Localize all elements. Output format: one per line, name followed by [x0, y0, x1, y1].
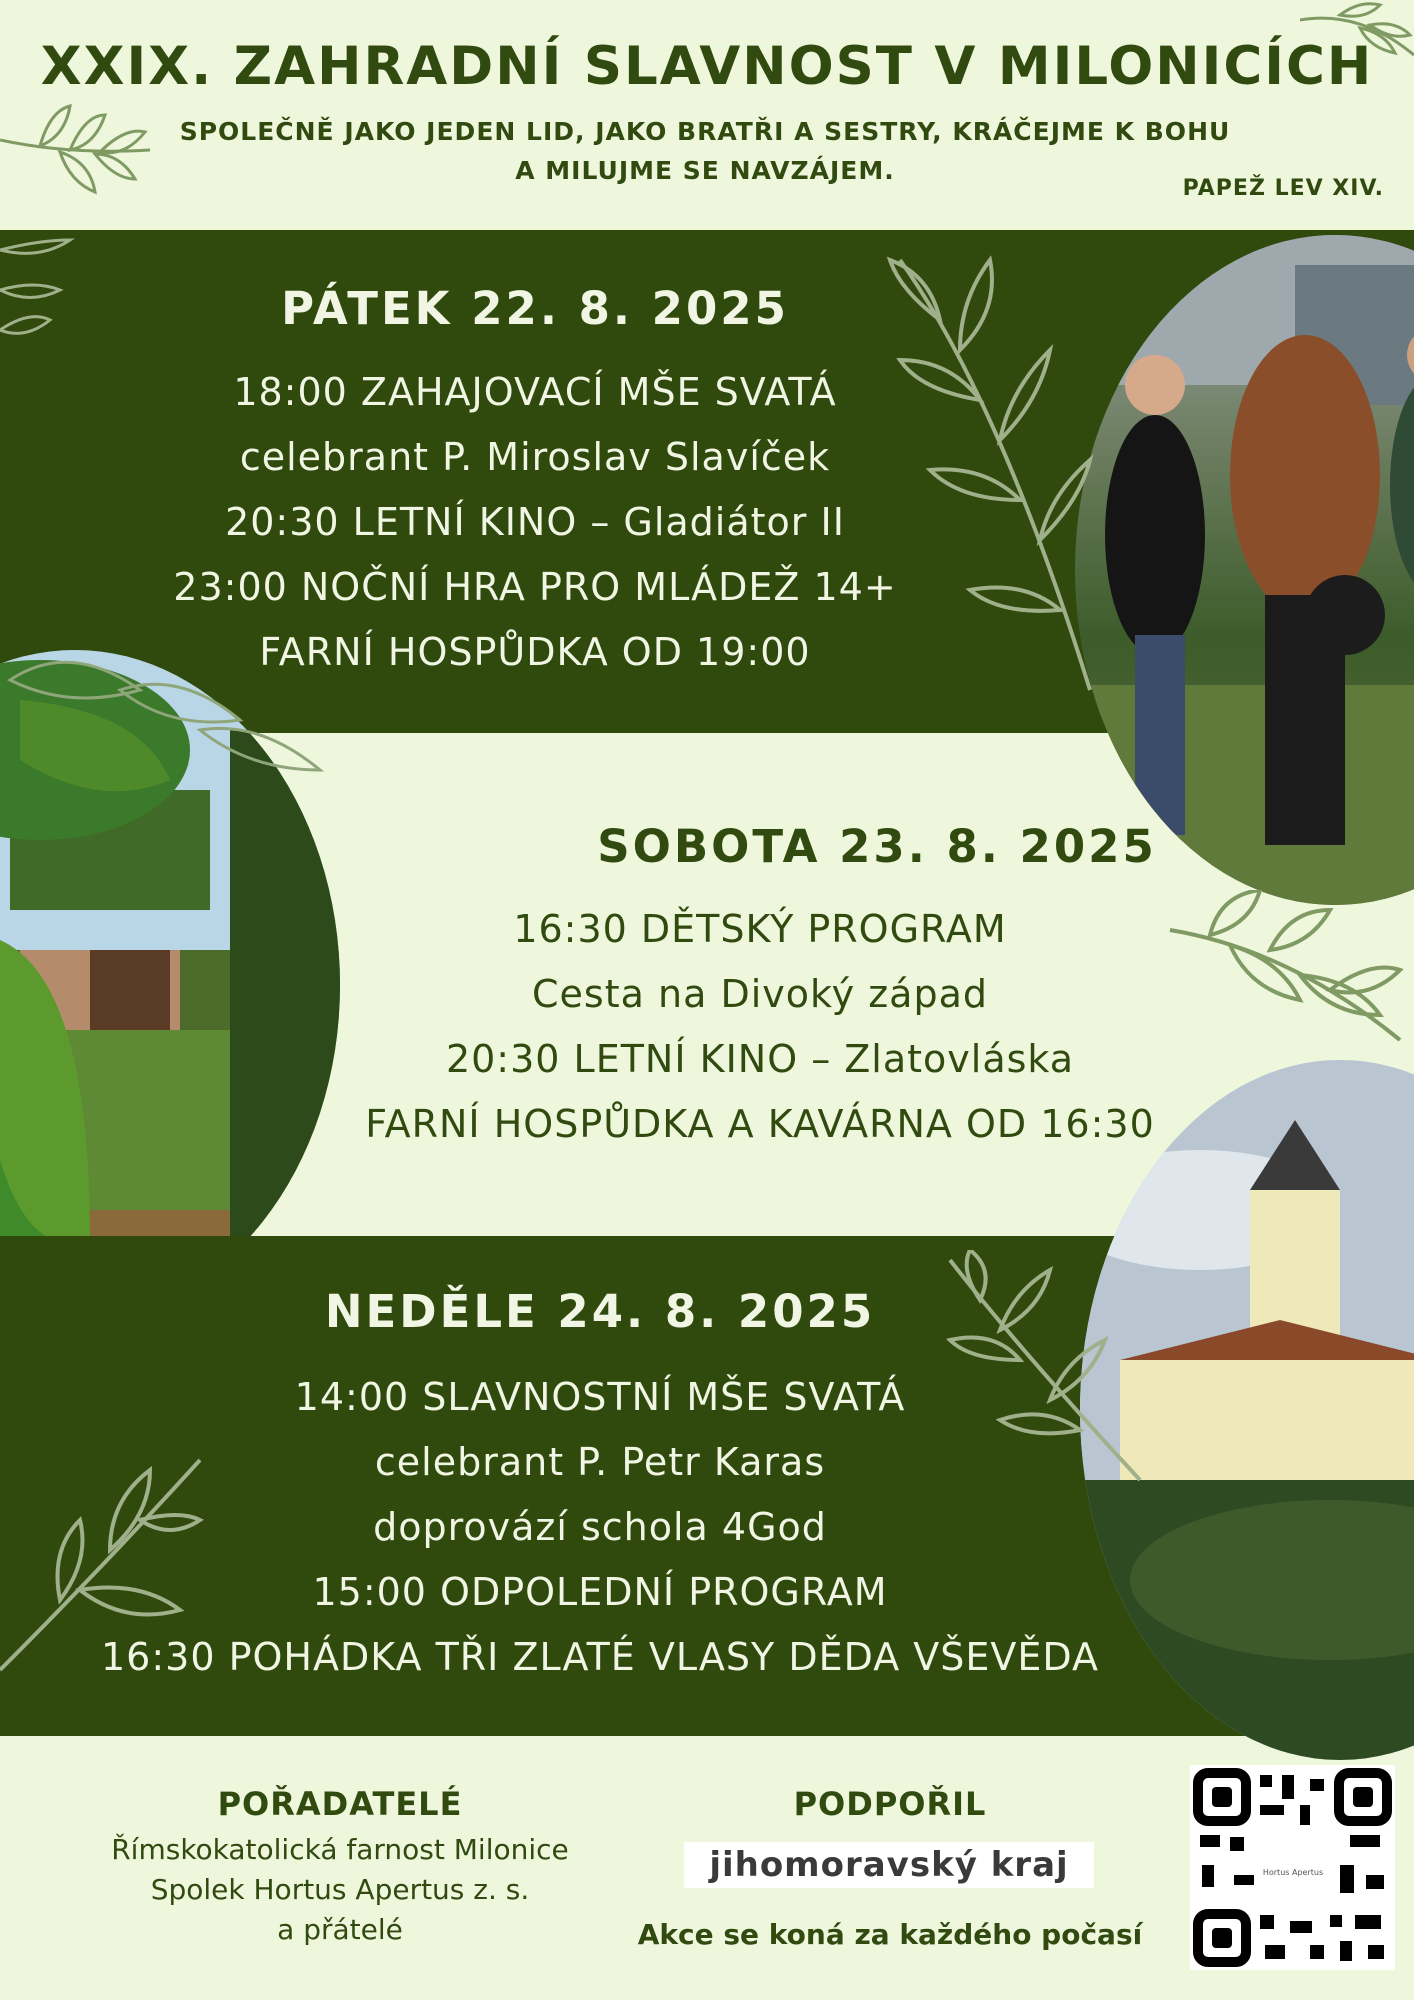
- program-line: 20:30 LETNÍ KINO – Zlatovláska: [445, 1037, 1075, 1081]
- quote-author: PAPEŽ LEV XIV.: [1182, 176, 1384, 201]
- program-line: 23:00 NOČNÍ HRA PRO MLÁDEŽ 14+: [173, 565, 897, 609]
- program-line: 16:30 POHÁDKA TŘI ZLATÉ VLASY DĚDA VŠEVĚDA: [101, 1635, 1099, 1679]
- organizer-name: a přátelé: [277, 1913, 403, 1946]
- organizer-name: Spolek Hortus Apertus z. s.: [150, 1873, 530, 1906]
- supported-title: PODPOŘIL: [793, 1785, 987, 1823]
- leaf-branch-icon: [0, 230, 80, 430]
- weather-note: Akce se koná za každého počasí: [637, 1918, 1143, 1951]
- saturday-title: SOBOTA 23. 8. 2025: [597, 820, 1157, 873]
- leaf-branch-icon: [940, 1250, 1160, 1490]
- program-line: celebrant P. Petr Karas: [374, 1440, 826, 1484]
- program-line: doprovází schola 4God: [373, 1505, 827, 1549]
- program-line: 14:00 SLAVNOSTNÍ MŠE SVATÁ: [294, 1375, 906, 1419]
- quote-line-2: A MILUJME SE NAVZÁJEM.: [515, 156, 895, 185]
- organizer-name: Římskokatolická farnost Milonice: [111, 1833, 569, 1866]
- sunday-title: NEDĚLE 24. 8. 2025: [324, 1285, 876, 1338]
- sponsor-logo: jihomoravský kraj: [684, 1842, 1094, 1888]
- program-line: 15:00 ODPOLEDNÍ PROGRAM: [312, 1570, 888, 1614]
- leaf-branch-icon: [0, 60, 160, 220]
- qr-code: [1190, 1765, 1395, 1970]
- quote-line-1: SPOLEČNĚ JAKO JEDEN LID, JAKO BRATŘI A SESTRY, KRÁČEJME K BOHU: [179, 117, 1231, 146]
- program-line: FARNÍ HOSPŮDKA A KAVÁRNA OD 16:30: [365, 1102, 1155, 1146]
- friday-title: PÁTEK 22. 8. 2025: [281, 282, 789, 335]
- program-line: FARNÍ HOSPŮDKA OD 19:00: [259, 630, 811, 674]
- qr-center-label: Hortus Apertus: [1262, 1868, 1324, 1877]
- saturday-program: [330, 897, 1190, 1157]
- leaf-branch-icon: [1160, 890, 1414, 1060]
- program-line: 16:30 DĚTSKÝ PROGRAM: [513, 907, 1007, 951]
- poster-title: XXIX. ZAHRADNÍ SLAVNOST V MILONICÍCH: [40, 36, 1374, 97]
- program-line: 20:30 LETNÍ KINO – Gladiátor II: [225, 500, 845, 544]
- program-line: Cesta na Divoký západ: [532, 972, 988, 1016]
- leaf-branch-icon: [0, 1440, 210, 1680]
- organizers-list: [40, 1830, 640, 1950]
- quote: [150, 112, 1260, 190]
- leaf-branch-icon: [0, 640, 340, 1310]
- organizers-title: POŘADATELÉ: [217, 1785, 463, 1823]
- program-line: 18:00 ZAHAJOVACÍ MŠE SVATÁ: [233, 370, 837, 414]
- leaf-branch-icon: [880, 250, 1110, 710]
- leaf-branch-icon: [1300, 0, 1414, 70]
- program-line: celebrant P. Miroslav Slavíček: [239, 435, 831, 479]
